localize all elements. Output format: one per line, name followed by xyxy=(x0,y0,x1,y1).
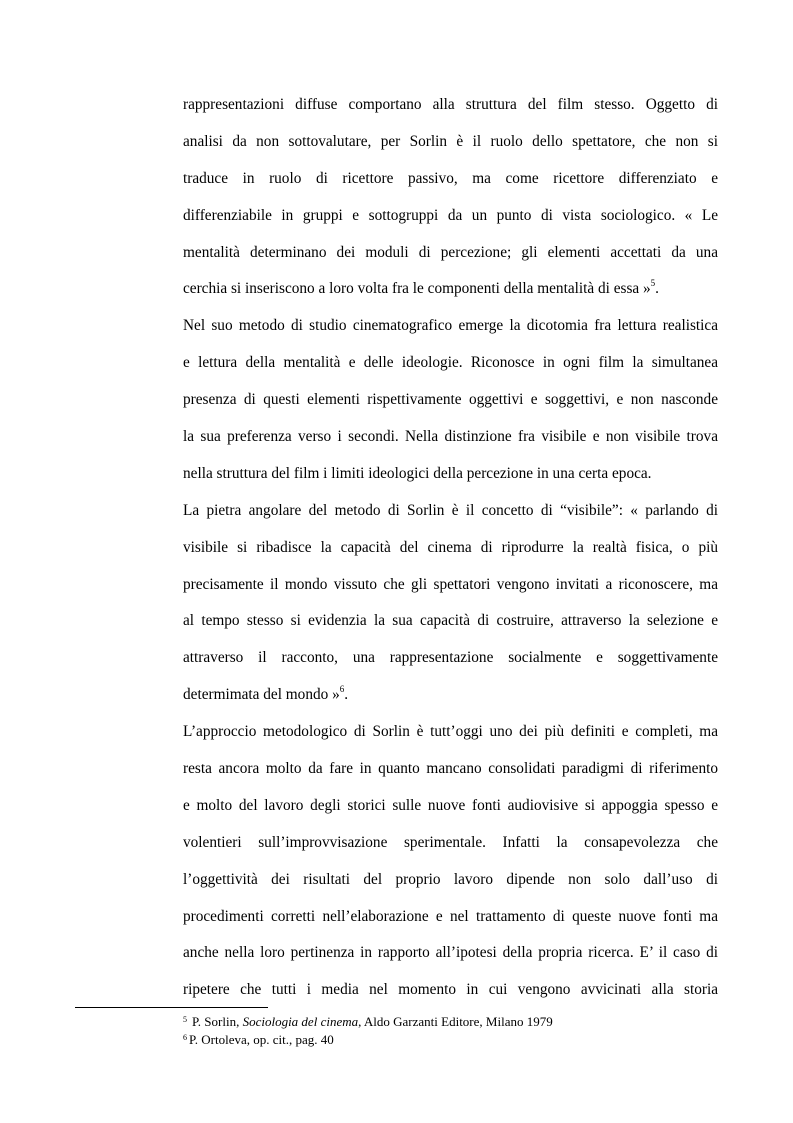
footnote-text: , Aldo Garzanti Editore, Milano 1979 xyxy=(358,1014,553,1029)
text-line-last: nella struttura del film i limiti ideologici della percezione in una certa epoca. xyxy=(183,464,652,482)
text-segment: determimata del mondo » xyxy=(183,686,340,704)
text-line: La pietra angolare del metodo di Sorlin è il concetto di “visibile”: « parlando di xyxy=(183,501,718,519)
text-line: visibile si ribadisce la capacità del cinema di riprodurre la realtà fisica, o più xyxy=(183,538,718,556)
text-line: ripetere che tutti i media nel momento in cui vengono avvicinati alla storia xyxy=(183,981,718,999)
text-line: al tempo stesso si evidenzia la sua capacità di costruire, attraverso la selezione e xyxy=(183,612,718,630)
footnote-6 xyxy=(183,1032,723,1050)
footnote-text: P. Ortoleva, op. cit., pag. 40 xyxy=(189,1032,334,1047)
paragraph-2 xyxy=(183,308,718,492)
text-line-last xyxy=(183,677,718,714)
text-line-last xyxy=(183,271,718,308)
text-line: mentalità determinano dei moduli di percezione; gli elementi accettati da una xyxy=(183,243,718,261)
text-line: la sua preferenza verso i secondi. Nella distinzione fra visibile e non visibile trova xyxy=(183,428,718,446)
text-segment: . xyxy=(344,686,349,704)
footnote-number: 5 xyxy=(183,1015,187,1024)
paragraph-3 xyxy=(183,493,718,714)
footnote-book-title: Sociologia del cinema xyxy=(242,1014,359,1029)
text-segment: cerchia si inseriscono a loro volta fra le componenti della mentalità di essa » xyxy=(183,280,651,298)
text-line: presenza di questi elementi rispettivamente oggettivi e soggettivi, e non nasconde xyxy=(183,391,718,409)
text-line: rappresentazioni diffuse comportano alla struttura del film stesso. Oggetto di xyxy=(183,96,718,113)
text-line: traduce in ruolo di ricettore passivo, ma come ricettore differenziato e xyxy=(183,169,718,187)
body-text xyxy=(183,87,718,1009)
text-line: precisamente il mondo vissuto che gli spettatori vengono invitati a riconoscere, ma xyxy=(183,575,718,593)
footnotes xyxy=(183,1014,723,1050)
paragraph-1 xyxy=(183,87,718,308)
text-line: e lettura della mentalità e delle ideologie. Riconosce in ogni film la simultanea xyxy=(183,354,718,372)
text-line: l’oggettività dei risultati del proprio lavoro dipende non solo dall’uso di xyxy=(183,870,718,888)
footnote-text: P. Sorlin, xyxy=(192,1014,243,1029)
footnote-ref-6[interactable]: 6 xyxy=(339,684,345,695)
text-line: e molto del lavoro degli storici sulle nuove fonti audiovisive si appoggia spesso e xyxy=(183,796,718,814)
footnote-number: 6 xyxy=(183,1033,187,1042)
text-line: attraverso il racconto, una rappresentazione socialmente e soggettivamente xyxy=(183,649,718,667)
footnote-ref-5[interactable]: 5 xyxy=(650,278,656,289)
text-line: Nel suo metodo di studio cinematografico emerge la dicotomia fra lettura realistica xyxy=(183,317,718,335)
text-line: L’approccio metodologico di Sorlin è tutt’oggi uno dei più definiti e completi, ma xyxy=(183,723,718,741)
paragraph-4 xyxy=(183,714,718,1009)
text-line: anche nella loro pertinenza in rapporto all’ipotesi della propria ricerca. E’ il caso di xyxy=(183,944,718,962)
text-line: procedimenti corretti nell’elaborazione e nel trattamento di queste nuove fonti ma xyxy=(183,907,718,925)
text-line: differenziabile in gruppi e sottogruppi da un punto di vista sociologico. « Le xyxy=(183,206,718,224)
text-segment: . xyxy=(655,280,659,298)
footnote-5 xyxy=(183,1014,723,1032)
text-line: analisi da non sottovalutare, per Sorlin è il ruolo dello spettatore, che non si xyxy=(183,132,718,150)
text-line: resta ancora molto da fare in quanto mancano consolidati paradigmi di riferimento xyxy=(183,760,718,778)
footnote-separator xyxy=(75,1007,268,1008)
text-line: volentieri sull’improvvisazione sperimentale. Infatti la consapevolezza che xyxy=(183,833,718,851)
